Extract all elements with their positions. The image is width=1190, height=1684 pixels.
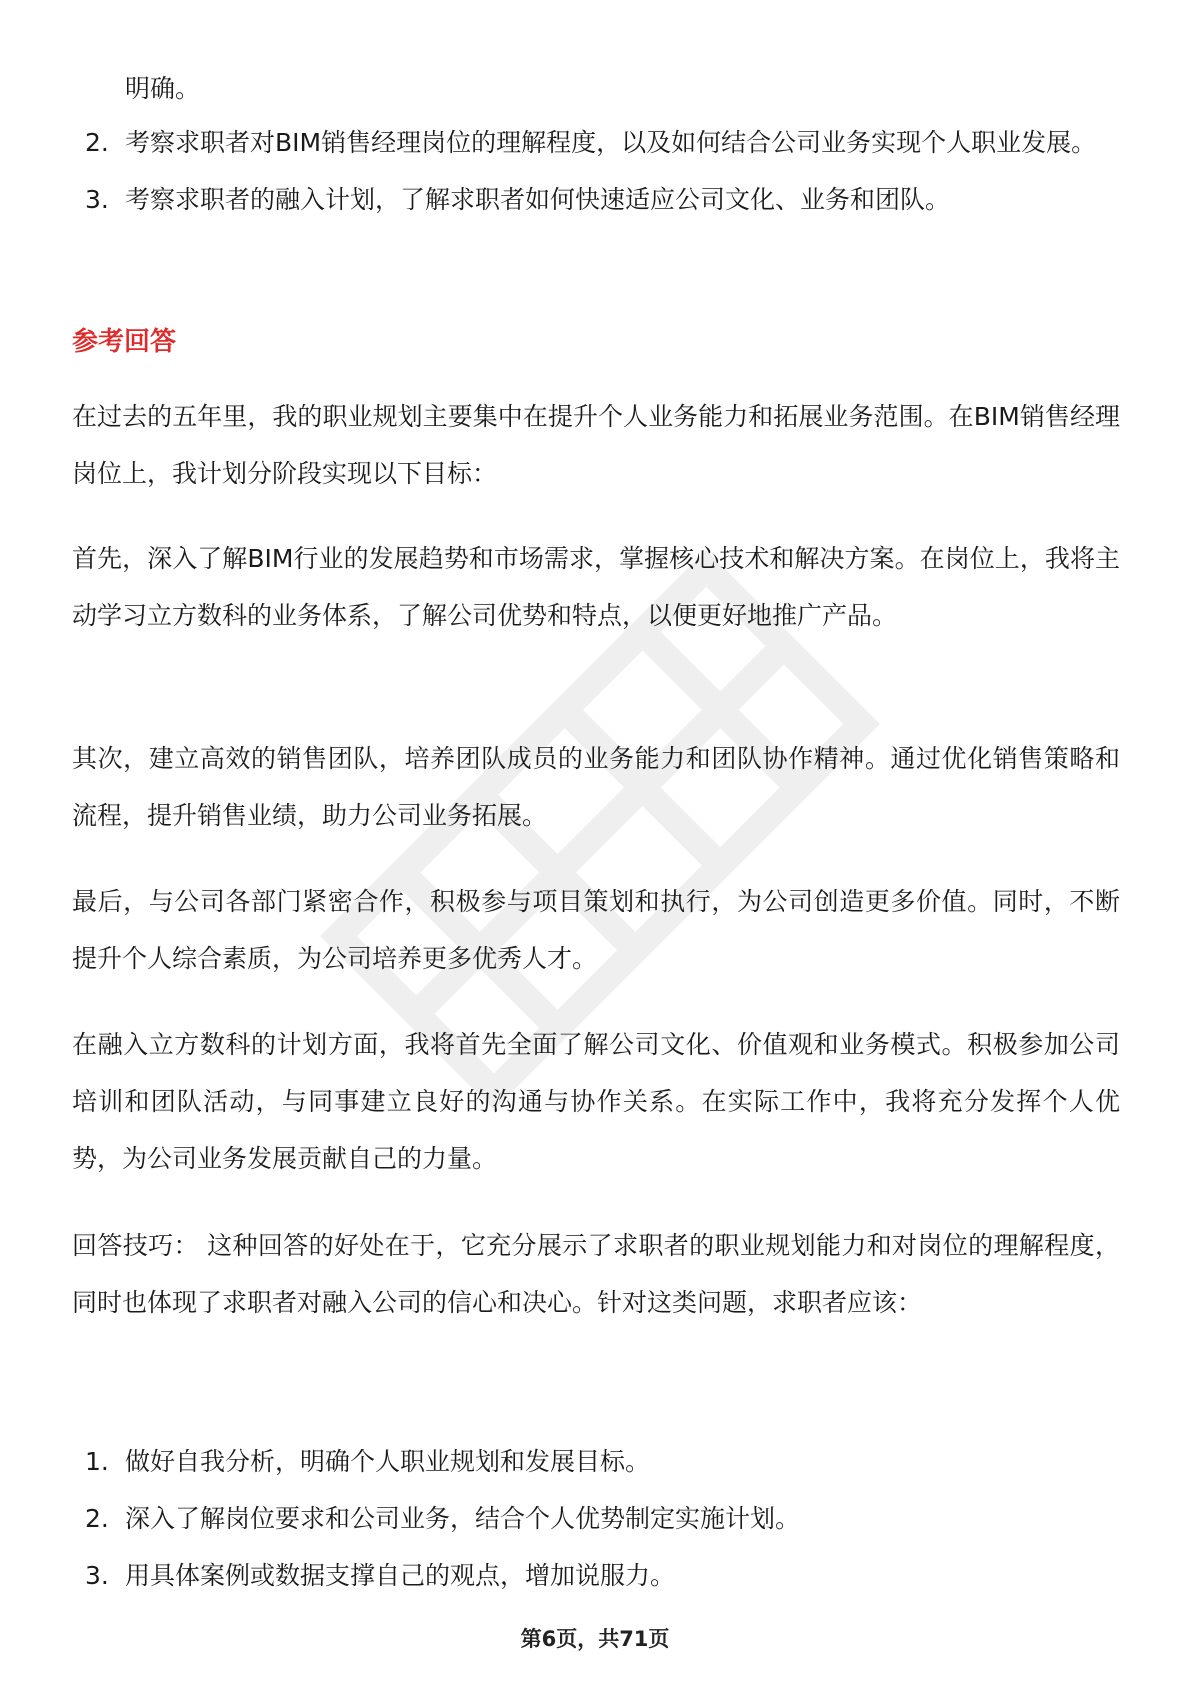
answer-paragraph: 在过去的五年里，我的职业规划主要集中在提升个人业务能力和拓展业务范围。在BIM销售经理岗位上，我计划分阶段实现以下目标： bbox=[72, 402, 1120, 488]
tips-paragraph: 回答技巧： 这种回答的好处在于，它充分展示了求职者的职业规划能力和对岗位的理解程度，同时也体现了求职者对融入公司的信心和决心。针对这类问题，求职者应该： bbox=[72, 1231, 1120, 1317]
answer-paragraph: 最后，与公司各部门紧密合作，积极参与项目策划和执行，为公司创造更多价值。同时，不断提升个人综合素质，为公司培养更多优秀人才。 bbox=[72, 887, 1120, 973]
answer-paragraph: 其次，建立高效的销售团队，培养团队成员的业务能力和团队协作精神。通过优化销售策略和流程，提升销售业绩，助力公司业务拓展。 bbox=[72, 744, 1120, 830]
question-intent-list bbox=[72, 114, 1122, 228]
list-item-continuation: 明确。 bbox=[125, 74, 201, 103]
answer-paragraph: 首先，深入了解BIM行业的发展趋势和市场需求，掌握核心技术和解决方案。在岗位上，我将主动学习立方数科的业务体系，了解公司优势和特点，以便更好地推广产品。 bbox=[72, 544, 1120, 630]
list-item-text: 考察求职者对BIM销售经理岗位的理解程度，以及如何结合公司业务实现个人职业发展。 bbox=[125, 128, 1097, 157]
page-number-footer: 第6页，共71页 bbox=[520, 1627, 670, 1651]
list-item-text: 考察求职者的融入计划，了解求职者如何快速适应公司文化、业务和团队。 bbox=[125, 185, 951, 214]
list-number: 2. bbox=[85, 128, 109, 157]
list-number: 2. bbox=[85, 1504, 109, 1533]
list-item bbox=[72, 1490, 1122, 1547]
list-item bbox=[72, 171, 1122, 228]
list-number: 3. bbox=[85, 1561, 109, 1590]
list-number: 3. bbox=[85, 185, 109, 214]
answer-paragraph: 在融入立方数科的计划方面，我将首先全面了解公司文化、价值观和业务模式。积极参加公司培训和团队活动，与同事建立良好的沟通与协作关系。在实际工作中，我将充分发挥个人优势，为公司业务发展贡献自己的力量。 bbox=[72, 1030, 1120, 1173]
list-item-text: 用具体案例或数据支撑自己的观点，增加说服力。 bbox=[125, 1561, 676, 1590]
list-item bbox=[72, 1433, 1122, 1490]
list-item-text: 做好自我分析，明确个人职业规划和发展目标。 bbox=[125, 1447, 651, 1476]
list-item bbox=[72, 1547, 1122, 1604]
list-number: 1. bbox=[85, 1447, 109, 1476]
list-item-text: 深入了解岗位要求和公司业务，结合个人优势制定实施计划。 bbox=[125, 1504, 801, 1533]
list-item bbox=[72, 114, 1122, 171]
tips-list bbox=[72, 1433, 1122, 1604]
section-heading: 参考回答 bbox=[72, 327, 177, 357]
